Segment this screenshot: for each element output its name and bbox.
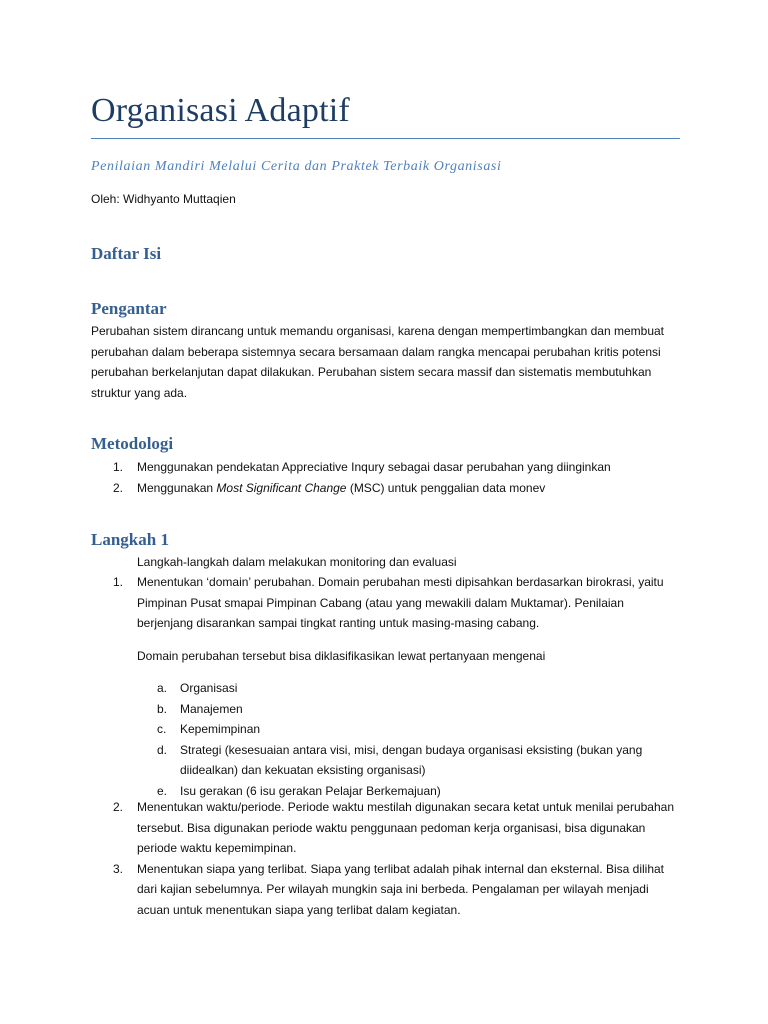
sub-list-item xyxy=(137,699,682,720)
sub-list-text: Strategi (kesesuaian antara visi, misi, dengan budaya organisasi eksisting (bukan yang diidealkan) dan kekuatan eksisting organisasi) xyxy=(180,742,643,777)
pengantar-heading: Pengantar xyxy=(91,299,167,318)
list-text: Menentukan ‘domain’ perubahan. Domain perubahan mesti dipisahkan berdasarkan birokrasi, yaitu Pimpinan Pusat smapai Pimpinan Cabang (atau yang mewakili dalam Muktamar). Penilaian berjenjang disarankan sampai tingkat ranting untuk masing-masing cabang. xyxy=(137,575,664,630)
sub-list-item xyxy=(137,678,682,699)
domain-note: Domain perubahan tersebut bisa diklasifikasikan lewat pertanyaan mengenai xyxy=(137,649,546,663)
document-title: Organisasi Adaptif xyxy=(91,92,350,129)
sub-list-text: Manajemen xyxy=(180,701,243,716)
list-number: 2. xyxy=(113,480,124,495)
langkah1-list-part2 xyxy=(91,797,681,920)
langkah1-intro: Langkah-langkah dalam melakukan monitoring dan evaluasi xyxy=(137,555,457,569)
list-item xyxy=(91,478,681,499)
list-text-emphasis: Most Significant Change xyxy=(216,480,347,495)
sub-list-letter: d. xyxy=(157,742,168,757)
title-underline xyxy=(91,138,680,139)
sub-list-letter: e. xyxy=(157,783,168,798)
list-number: 2. xyxy=(113,800,124,814)
list-number: 1. xyxy=(113,460,124,474)
sub-list-letter: a. xyxy=(157,681,168,695)
sub-list-text: Isu gerakan (6 isu gerakan Pelajar Berkemajuan) xyxy=(180,783,441,798)
list-item xyxy=(91,572,681,634)
sub-list-text: Kepemimpinan xyxy=(180,722,261,736)
metodologi-list xyxy=(91,457,681,498)
list-item xyxy=(91,859,681,921)
langkah1-list-part1 xyxy=(91,572,681,634)
domain-sublist xyxy=(137,678,682,801)
sub-list-item xyxy=(137,719,682,740)
list-text-post: (MSC) untuk penggalian data monev xyxy=(346,480,546,495)
sub-list-item xyxy=(137,740,682,781)
metodologi-heading: Metodologi xyxy=(91,434,174,453)
list-number: 3. xyxy=(113,861,124,876)
toc-heading: Daftar Isi xyxy=(91,244,162,263)
document-subtitle: Penilaian Mandiri Melalui Cerita dan Praktek Terbaik Organisasi xyxy=(91,159,502,174)
list-text-pre: Menggunakan xyxy=(137,480,217,495)
list-item xyxy=(91,457,681,478)
list-item xyxy=(91,797,681,859)
list-number: 1. xyxy=(113,575,124,589)
sub-list-text: Organisasi xyxy=(180,681,238,695)
list-text: Menggunakan pendekatan Appreciative Inqury sebagai dasar perubahan yang diinginkan xyxy=(137,460,611,474)
list-text: Menentukan siapa yang terlibat. Siapa yang terlibat adalah pihak internal dan eksternal. Bisa dilihat dari kajian sebelumnya. Per wilayah mungkin saja ini berbeda. Pengalaman per wilayah menjadi acuan untuk menentukan siapa yang terlibat dalam kegiatan. xyxy=(137,861,665,917)
author-line: Oleh: Widhyanto Muttaqien xyxy=(91,192,236,206)
langkah1-heading: Langkah 1 xyxy=(91,530,169,549)
list-text: Menentukan waktu/periode. Periode waktu mestilah digunakan secara ketat untuk menilai perubahan tersebut. Bisa digunakan periode waktu penggunaan pedoman kerja organisasi, bisa digunakan periode waktu kepemimpinan. xyxy=(137,800,674,855)
sub-list-letter: c. xyxy=(157,722,167,736)
pengantar-body: Perubahan sistem dirancang untuk memandu organisasi, karena dengan mempertimbangkan dan membuat perubahan dalam beberapa sistemnya secara bersamaan dalam rangka mencapai perubahan kritis potensi perubahan berkelanjutan dapat dilakukan. Perubahan sistem secara massif dan sistematis membutuhkan struktur yang ada. xyxy=(91,324,665,400)
sub-list-letter: b. xyxy=(157,701,168,716)
